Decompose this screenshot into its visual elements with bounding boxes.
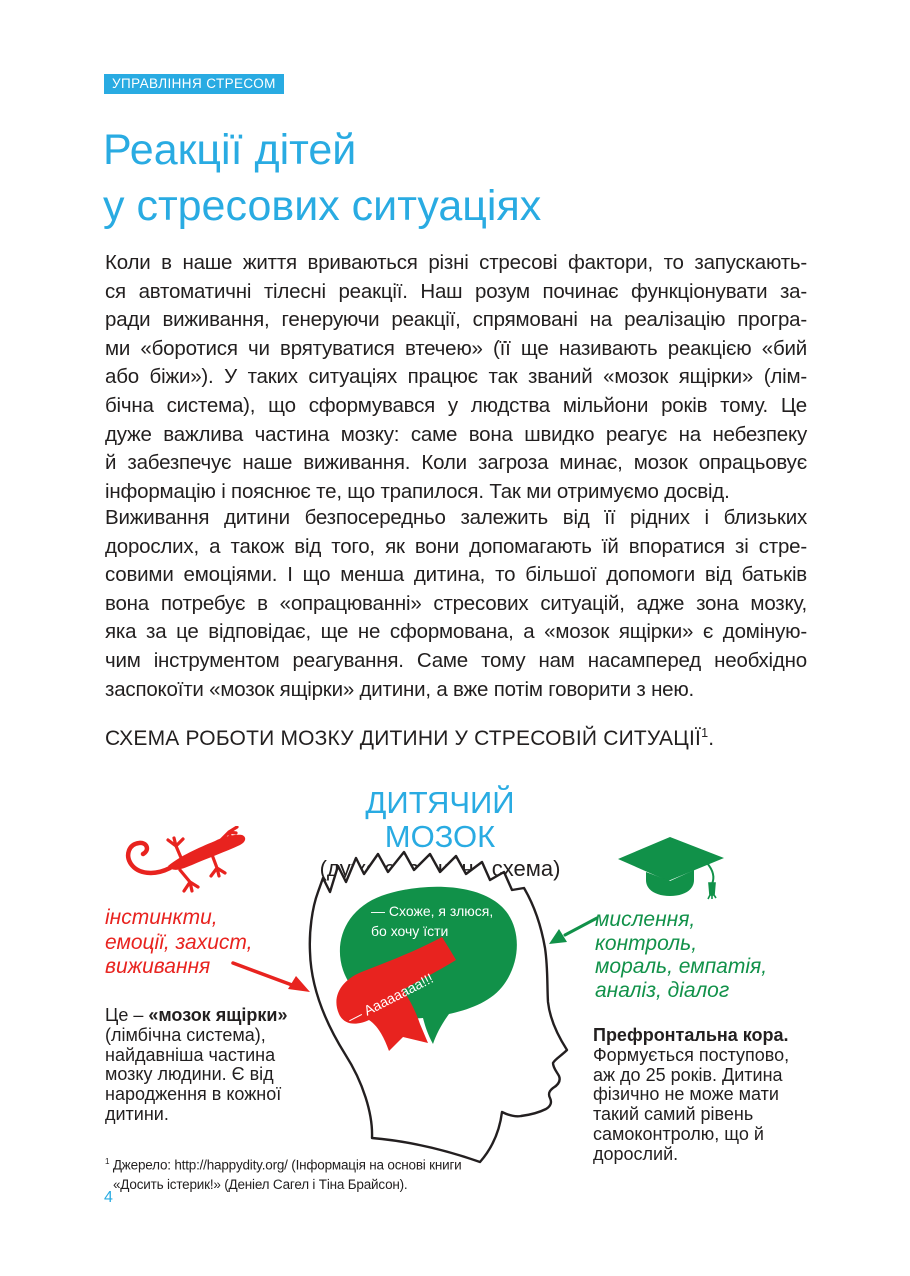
page-title-line2: у стресових ситуаціях (103, 182, 542, 230)
limbic-label-line: емоції, захист, (105, 930, 253, 954)
cortex-description (593, 1026, 818, 1165)
intro-line: дуже важлива частина мозку: саме вона швидко реагує на небезпеку (105, 422, 807, 446)
cortex-label-line: аналіз, діалог (595, 978, 730, 1002)
limbic-scream-text: — Аааааааа!!! (345, 969, 436, 1027)
paragraph-line: совими емоціями. І що менша дитина, то більшої допомоги від батьків (105, 563, 807, 587)
cortex-label-line: мораль, емпатія, (595, 955, 768, 978)
diagram-title: ДИТЯЧИЙ МОЗОК (365, 785, 515, 854)
intro-line: ся автоматичні тілесні реакції. Наш розум починає функціонувати за- (105, 279, 807, 303)
cortex-labels (595, 908, 767, 1002)
lizard-icon (118, 826, 253, 896)
limbic-desc-line: найдавніша частина (105, 1044, 276, 1065)
intro-line: або біжи»). У таких ситуаціях працює так званий «мозок ящірки» (лім- (105, 365, 807, 389)
limbic-desc-bold: «мозок ящірки» (148, 1005, 288, 1025)
page-number: 4 (104, 1189, 113, 1206)
scheme-heading-text: СХЕМА РОБОТИ МОЗКУ ДИТИНИ У СТРЕСОВІЙ СИТУАЦІЇ (105, 727, 702, 750)
child-head-figure (295, 848, 615, 1193)
cortex-desc-line: самоконтролю, що й (593, 1123, 764, 1144)
paragraph-line: чим інструментом реагування. Саме тому нам насамперед необхідно (105, 648, 807, 672)
brain-speech-line2: бо хочу їсти (371, 923, 449, 939)
scheme-heading-period: . (708, 727, 715, 750)
footnote-line2: «Досить істерик!» (Деніел Сагел і Тіна Брайсон). (113, 1176, 408, 1192)
limbic-desc-line: мозку людини. Є від (105, 1064, 274, 1085)
paragraph-line: дорослих, а також від того, як вони допомагають їй впоратися зі стре- (105, 534, 807, 558)
graduation-cap-icon (612, 832, 730, 900)
category-tag-label: УПРАВЛІННЯ СТРЕСОМ (104, 74, 284, 94)
scheme-heading (105, 726, 714, 751)
limbic-label-line: інстинкти, (105, 906, 218, 929)
limbic-label-line: виживання (105, 955, 211, 978)
paragraph-line: вона потребує в «опрацюванні» стресових ситуацій, адже зона мозку, (105, 591, 807, 615)
footnote-line1-text: Джерело: http://happydity.org/ (Інформація на основі книги (109, 1157, 462, 1173)
page-title-line1: Реакції дітей (103, 126, 357, 174)
paragraph-line: Виживання дитини безпосередньо залежить від її рідних і близьких (105, 506, 807, 529)
scheme-footnote-ref: 1 (701, 726, 709, 740)
cortex-desc-line: аж до 25 років. Дитина (593, 1064, 783, 1085)
cortex-desc-line: фізично не може мати (593, 1084, 779, 1105)
limbic-desc-line: дитини. (105, 1103, 169, 1124)
intro-line: інформацію і пояснює те, що трапилося. Так ми отримуємо досвід. (105, 479, 730, 503)
limbic-desc-prefix: Це – (105, 1005, 149, 1025)
limbic-desc-line1 (105, 1006, 295, 1026)
intro-line: бічна система), що сформувався у людства мільйони років тому. Це (105, 393, 807, 417)
paragraph-line: заспокоїти «мозок ящірки» дитини, а вже потім говорити з нею. (105, 677, 695, 701)
diagram-subtitle: (дуже спрощеня схема) (319, 856, 561, 881)
limbic-desc-line: (лімбічна система), (105, 1024, 266, 1045)
intro-line: й забезпечує наше виживання. Коли загроза минає, мозок опрацьовує (105, 451, 807, 475)
intro-line: ради виживання, генеруючи реакції, спрямовані на реалізацію програ- (105, 308, 807, 332)
second-paragraph (105, 504, 807, 704)
intro-line: Коли в наше життя вриваються різні стресові фактори, то запускають- (105, 251, 807, 274)
footnote (105, 1152, 462, 1194)
cortex-label-line: мислення, (595, 908, 696, 931)
intro-paragraph (105, 249, 807, 506)
limbic-description (105, 1006, 295, 1125)
brain-speech-line1: — Схоже, я злюся, (371, 903, 494, 919)
cortex-label-line: контроль, (595, 931, 698, 955)
footnote-ref: 1 (105, 1157, 110, 1166)
page-title (103, 122, 541, 234)
limbic-desc-line: народження в кожної (105, 1084, 282, 1105)
cortex-desc-line: дорослий. (593, 1143, 679, 1164)
footnote-line1 (105, 1152, 462, 1175)
cortex-desc-line: Формується поступово, (593, 1044, 790, 1065)
paragraph-line: яка за це відповідає, ще не сформована, а «мозок ящірки» є доміную- (105, 620, 807, 644)
cortex-desc-line1 (593, 1026, 818, 1046)
category-tag (104, 74, 284, 94)
cortex-arrow-icon (545, 914, 600, 950)
intro-line: ми «боротися чи врятуватися втечею» (її ще називають реакцією «бий (105, 336, 807, 360)
cortex-desc-line: такий самий рівень (593, 1104, 754, 1125)
cortex-desc-bold: Префронтальна кора. (593, 1025, 789, 1045)
